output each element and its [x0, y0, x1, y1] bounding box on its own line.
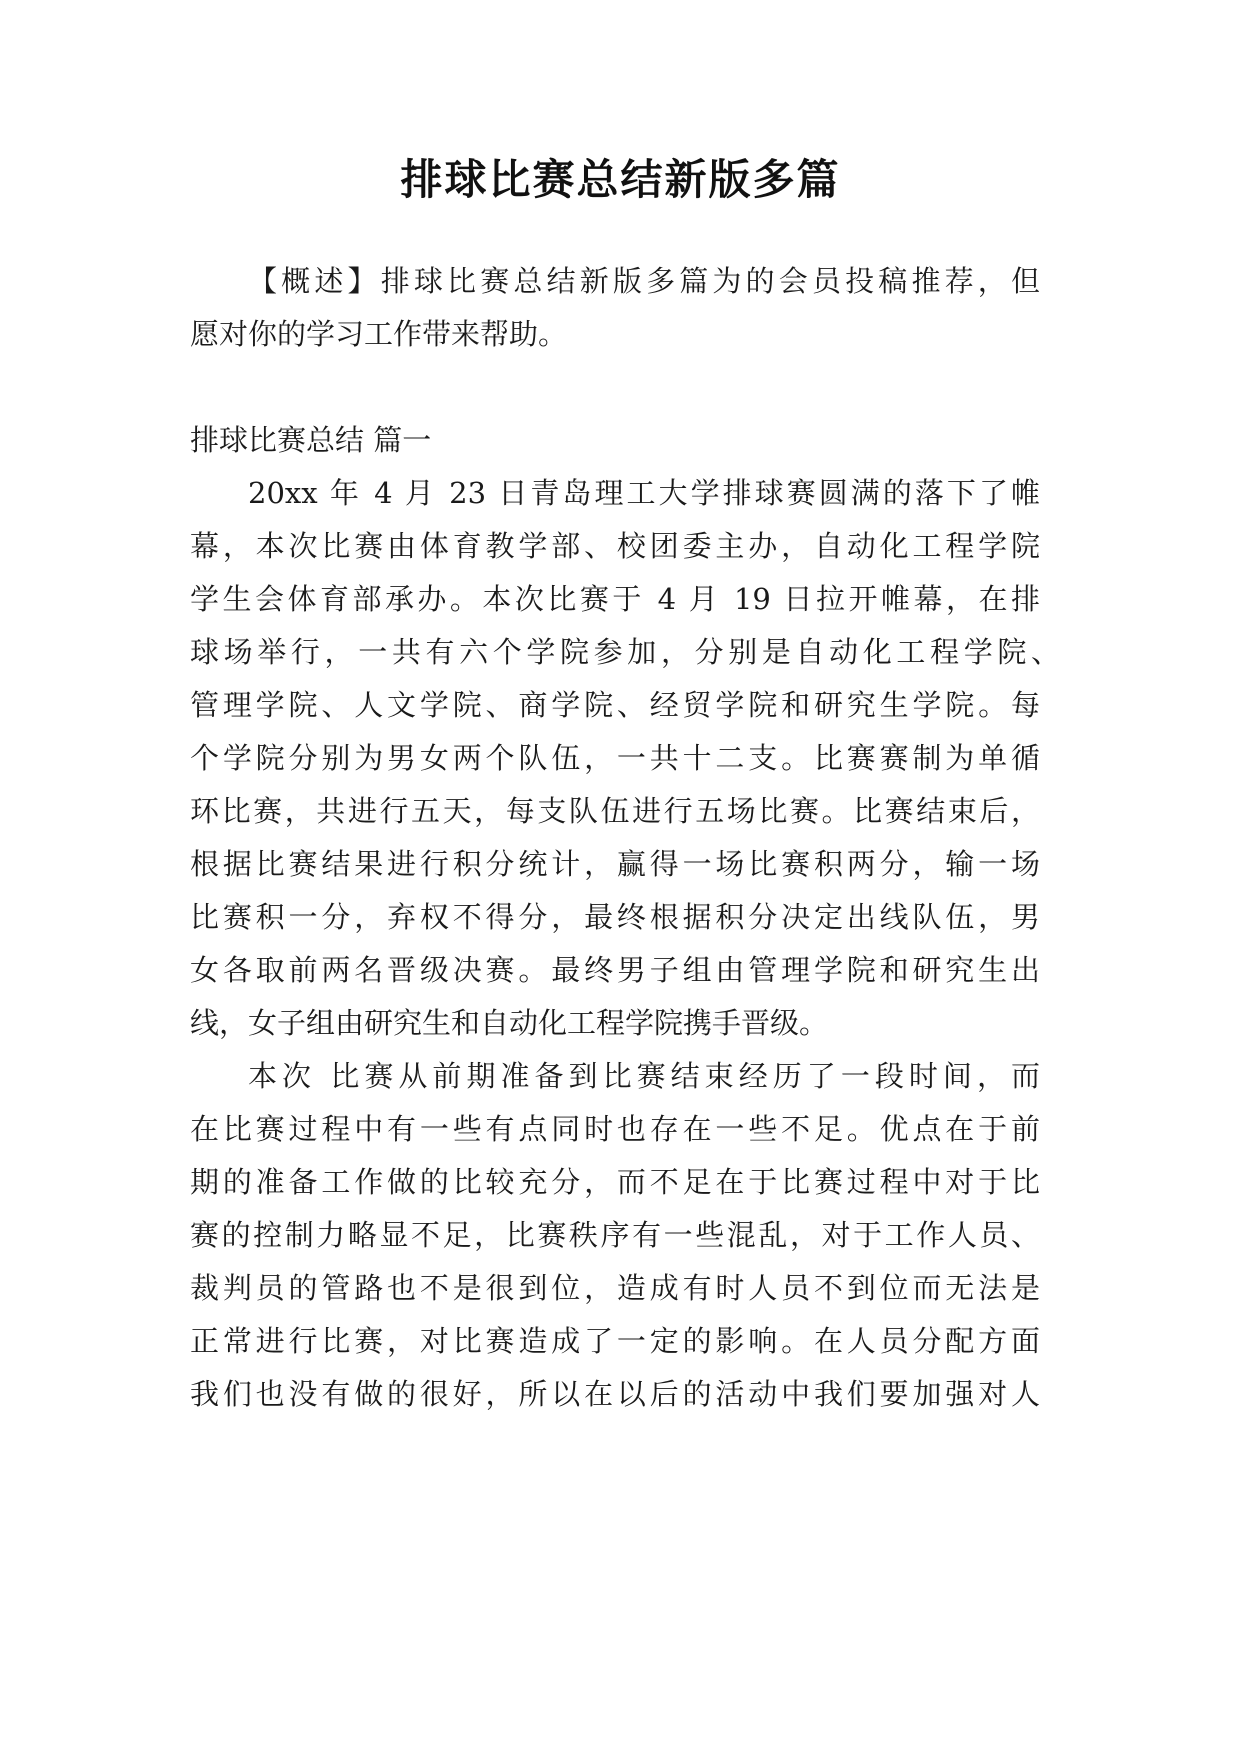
- paragraph-line: 赛的控制力略显不足，比赛秩序有一些混乱，对于工作人员、: [190, 1218, 1040, 1252]
- paragraph-line: 20xx 年 4 月 23 日青岛理工大学排球赛圆满的落下了帷: [248, 476, 1040, 510]
- paragraph-line: 根据比赛结果进行积分统计，赢得一场比赛积两分，输一场: [190, 847, 1040, 881]
- section-heading: 排球比赛总结 篇一: [190, 423, 432, 457]
- paragraph-line: 球场举行，一共有六个学院参加，分别是自动化工程学院、: [190, 635, 1060, 669]
- paragraph-line: 女各取前两名晋级决赛。最终男子组由管理学院和研究生出: [190, 953, 1040, 987]
- summary-text: 排球比赛总结新版多篇为的会员投稿推荐，但: [380, 264, 1040, 298]
- paragraph-line: 环比赛，共进行五天，每支队伍进行五场比赛。比赛结束后，: [190, 794, 1040, 828]
- paragraph-line: 管理学院、人文学院、商学院、经贸学院和研究生学院。每: [190, 688, 1040, 722]
- paragraph-line: 个学院分别为男女两个队伍，一共十二支。比赛赛制为单循: [190, 741, 1040, 775]
- summary-label: 【概述】: [248, 264, 381, 298]
- paragraph-line: 正常进行比赛，对比赛造成了一定的影响。在人员分配方面: [190, 1324, 1040, 1358]
- paragraph-line: 幕，本次比赛由体育教学部、校团委主办，自动化工程学院: [190, 529, 1040, 563]
- paragraph-line: 裁判员的管路也不是很到位，造成有时人员不到位而无法是: [190, 1271, 1040, 1305]
- document-title: 排球比赛总结新版多篇: [400, 155, 841, 204]
- summary-line-2: 愿对你的学习工作带来帮助。: [190, 317, 568, 351]
- paragraph-line: 我们也没有做的很好，所以在以后的活动中我们要加强对人: [190, 1377, 1040, 1411]
- paragraph-line: 期的准备工作做的比较充分，而不足在于比赛过程中对于比: [190, 1165, 1040, 1199]
- paragraph-line: 本次 比赛从前期准备到比赛结束经历了一段时间，而: [248, 1059, 1040, 1093]
- paragraph-line: 线，女子组由研究生和自动化工程学院携手晋级。: [190, 1006, 829, 1040]
- paragraph-line: 学生会体育部承办。本次比赛于 4 月 19 日拉开帷幕，在排: [190, 582, 1040, 616]
- paragraph-line: 在比赛过程中有一些有点同时也存在一些不足。优点在于前: [190, 1112, 1040, 1146]
- paragraph-line: 比赛积一分，弃权不得分，最终根据积分决定出线队伍，男: [190, 900, 1040, 934]
